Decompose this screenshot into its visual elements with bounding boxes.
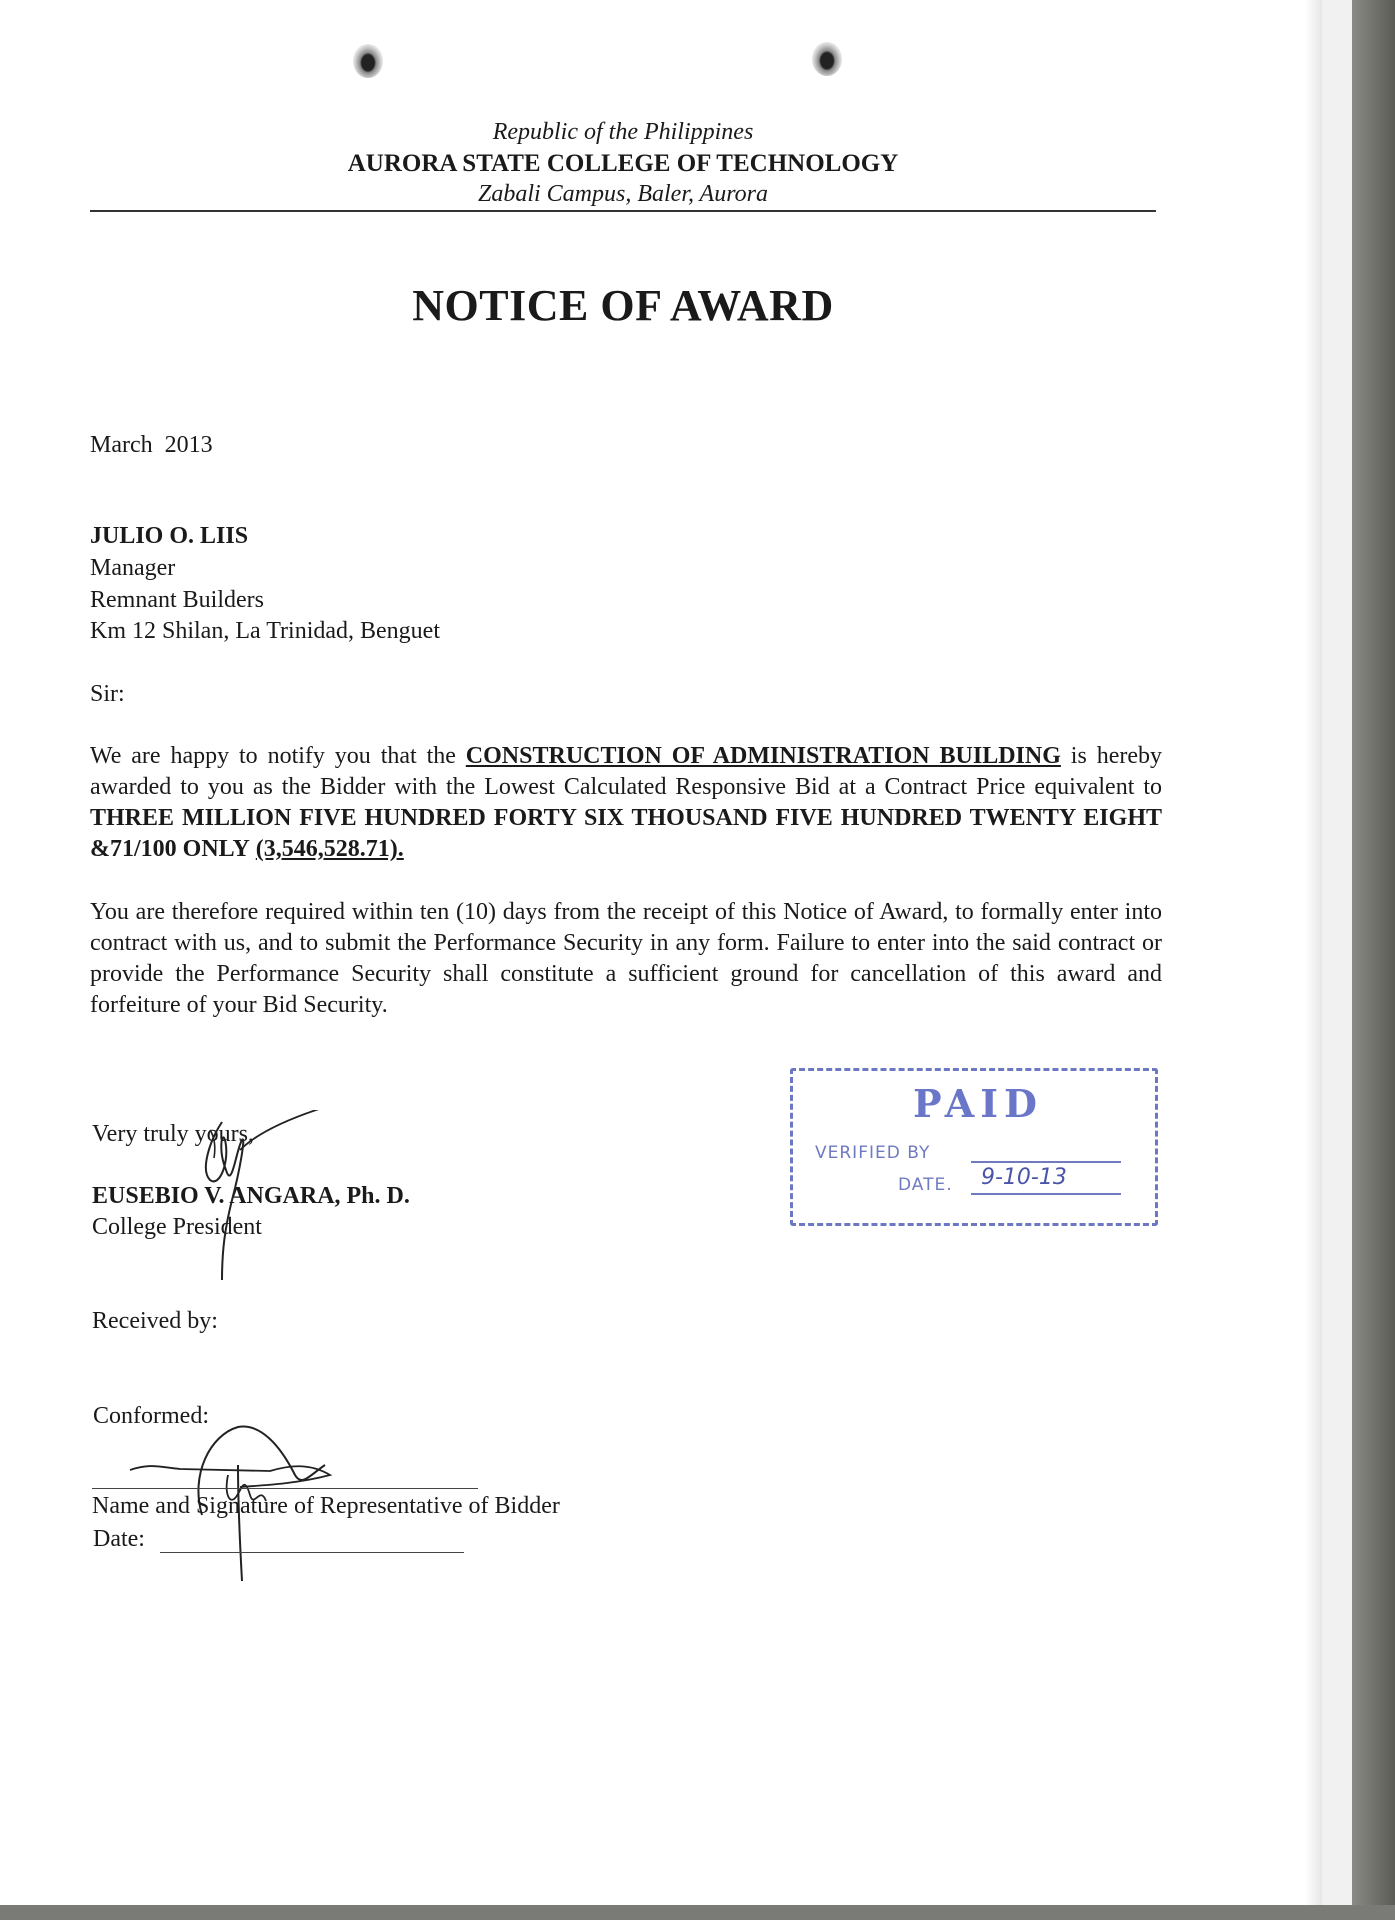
letterhead bbox=[90, 117, 1156, 210]
letterhead-republic: Republic of the Philippines bbox=[492, 119, 754, 145]
letterhead-institution: AURORA STATE COLLEGE OF TECHNOLOGY bbox=[347, 150, 899, 177]
addressee-company: Remnant Builders bbox=[90, 587, 264, 613]
paid-stamp bbox=[790, 1068, 1158, 1226]
date-label: Date: bbox=[93, 1526, 145, 1552]
conformed-label: Conformed: bbox=[93, 1403, 209, 1429]
addressee-address: Km 12 Shilan, La Trinidad, Benguet bbox=[90, 618, 440, 644]
stamp-date-line bbox=[971, 1193, 1121, 1195]
closing: Very truly yours, bbox=[92, 1121, 254, 1147]
addressee-position: Manager bbox=[90, 555, 176, 581]
stamp-verified-line bbox=[971, 1161, 1121, 1163]
stamp-verified-label: VERIFIED BY bbox=[815, 1143, 931, 1163]
page-edge-shadow bbox=[1305, 0, 1322, 1920]
contract-amount-figure: (3,546,528.71). bbox=[255, 836, 404, 862]
requirements-paragraph: You are therefore required within ten (10) days from the receipt of this Notice of Award, to formally enter into contract with us, and to submit the Performance Security in any form. Failure to enter into the said contract or provide the Performance Security shall constitute a sufficient ground for cancellation of this award and forfeiture of your Bid Security. bbox=[90, 899, 1162, 1018]
president-signature bbox=[170, 1110, 330, 1280]
stamp-date-value: 9-10-13 bbox=[981, 1165, 1067, 1190]
bottom-edge bbox=[0, 1905, 1395, 1920]
received-by-label: Received by: bbox=[92, 1308, 218, 1334]
salutation: Sir: bbox=[90, 681, 125, 707]
stamp-date-label: DATE. bbox=[898, 1175, 953, 1195]
document-title: NOTICE OF AWARD bbox=[412, 281, 834, 330]
punch-hole-left bbox=[353, 44, 383, 78]
addressee-name: JULIO O. LIIS bbox=[90, 523, 249, 549]
bidder-signature-label: Name and Signature of Representative of Bidder bbox=[92, 1493, 560, 1519]
bidder-signature-line bbox=[92, 1488, 478, 1489]
punch-hole-right bbox=[812, 42, 842, 76]
award-lead-text: We are happy to notify you that the bbox=[90, 743, 466, 769]
stamp-paid-word: PAID bbox=[912, 1081, 1044, 1126]
contract-amount-words: THREE MILLION FIVE HUNDRED FORTY SIX THOUSAND FIVE HUNDRED TWENTY EIGHT &71/100 ONLY bbox=[90, 805, 1162, 862]
signatory-title: College President bbox=[92, 1214, 262, 1240]
date-line bbox=[160, 1552, 464, 1553]
letterhead-divider bbox=[90, 210, 1156, 212]
letterhead-campus: Zabali Campus, Baler, Aurora bbox=[477, 181, 769, 207]
letter-date: March 2013 bbox=[90, 432, 213, 458]
award-middle-text: is hereby awarded to you as the Bidder with the Lowest Calculated Responsive Bid at a Contract Price equivalent to bbox=[90, 743, 1162, 800]
award-paragraph bbox=[90, 741, 1162, 865]
project-name: CONSTRUCTION OF ADMINISTRATION BUILDING bbox=[465, 743, 1061, 769]
signatory-name: EUSEBIO V. ANGARA, Ph. D. bbox=[92, 1183, 410, 1209]
background-edge bbox=[1352, 0, 1395, 1920]
